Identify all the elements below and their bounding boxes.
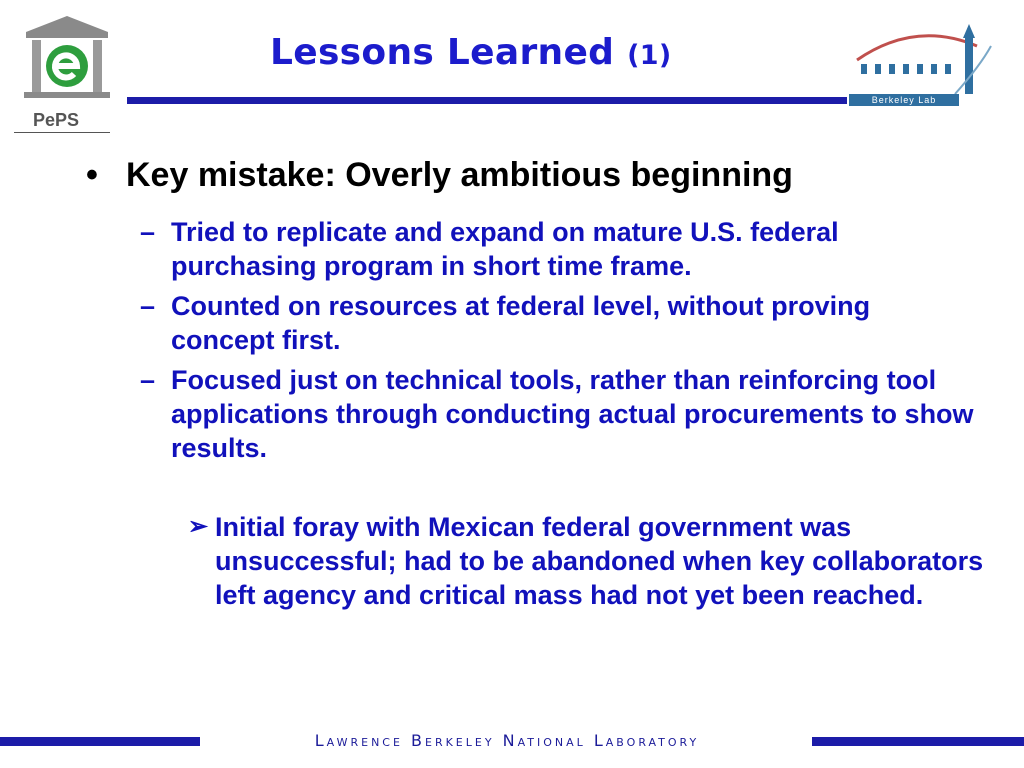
peps-logo-text bbox=[22, 110, 90, 131]
dash-icon: – bbox=[140, 217, 156, 247]
title-number: (1) bbox=[627, 40, 672, 71]
footer-text: Lawrence Berkeley National Laboratory bbox=[202, 730, 812, 752]
sub-bullet bbox=[140, 289, 980, 357]
sub-bullet bbox=[140, 215, 980, 283]
peps-logo-wordmark: PePS bbox=[32, 110, 80, 130]
sub-bullet-text: Focused just on technical tools, rather than reinforcing tool applications through conducting actual procurements to show results. bbox=[171, 365, 974, 463]
arrow-bullet bbox=[188, 510, 988, 612]
peps-divider bbox=[14, 132, 110, 133]
page-title bbox=[270, 32, 671, 73]
sub-bullet bbox=[140, 363, 980, 465]
main-bullet-text: Key mistake: Overly ambitious beginning bbox=[126, 156, 793, 194]
sub-bullet-text: Tried to replicate and expand on mature U.S. federal purchasing program in short time frame. bbox=[171, 217, 839, 281]
bullet-dot-icon: • bbox=[86, 156, 98, 194]
footer-rule-right bbox=[812, 737, 1024, 746]
main-bullet bbox=[86, 156, 966, 195]
title-underline bbox=[127, 97, 847, 104]
berkeley-lab-logo-icon bbox=[855, 16, 995, 106]
footer-rule-left bbox=[0, 737, 200, 746]
sub-bullet-text: Counted on resources at federal level, without proving concept first. bbox=[171, 291, 871, 355]
arrow-bullet-text: Initial foray with Mexican federal government was unsuccessful; had to be abandoned when key collaborators left agency and critical mass had not yet been reached. bbox=[215, 512, 984, 610]
dash-icon: – bbox=[140, 291, 156, 321]
dash-icon: – bbox=[140, 365, 156, 395]
title-text: Lessons Learned bbox=[270, 32, 615, 73]
berkeley-lab-label: Berkeley Lab bbox=[849, 94, 959, 106]
arrow-bullet-icon: ➢ bbox=[188, 513, 209, 540]
